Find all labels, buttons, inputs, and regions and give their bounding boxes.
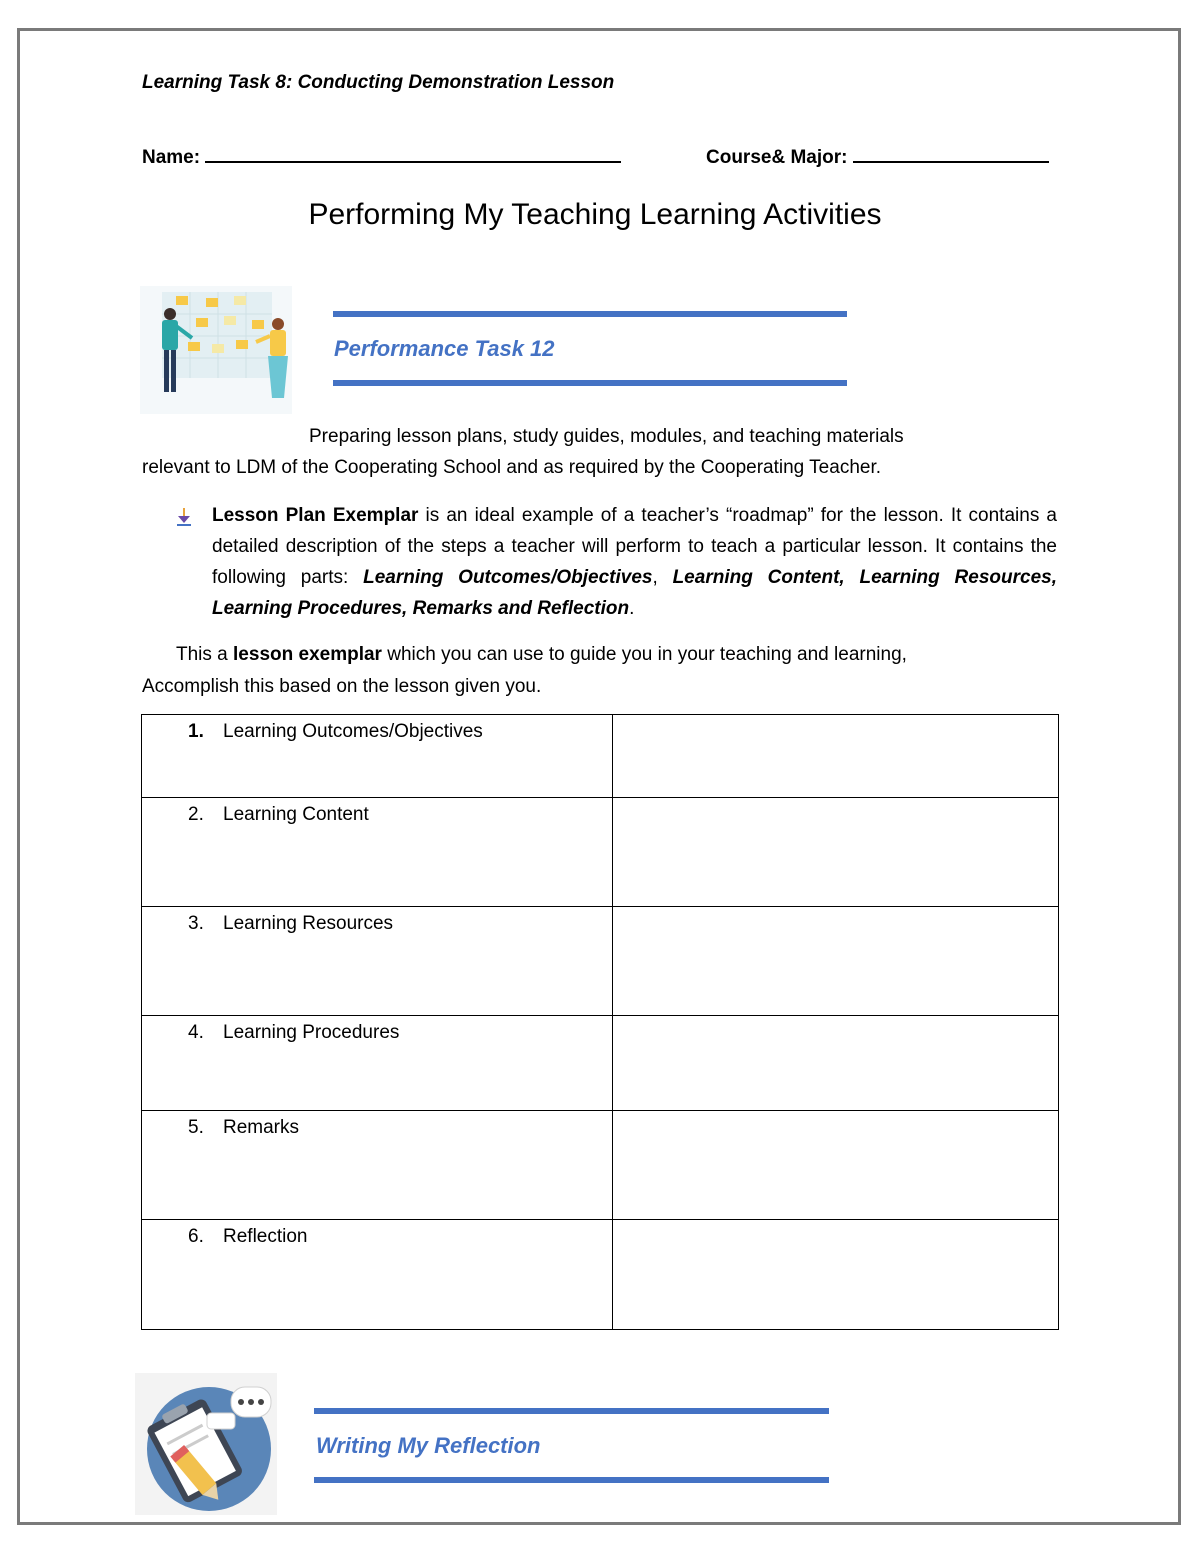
name-label: Name: bbox=[142, 147, 201, 168]
table-answer-cell[interactable] bbox=[613, 715, 1059, 798]
table-label-cell bbox=[142, 798, 613, 907]
task-title: Learning Task 8: Conducting Demonstration Lesson bbox=[142, 72, 615, 93]
row-label: Reflection bbox=[223, 1226, 308, 1247]
lesson-plan-exemplar-description bbox=[212, 500, 1057, 624]
table-row bbox=[142, 1016, 1059, 1111]
reflection-title: Writing My Reflection bbox=[316, 1433, 541, 1458]
reflection-top-bar bbox=[314, 1408, 829, 1414]
name-blank-line[interactable] bbox=[205, 145, 621, 163]
row-number: 5. bbox=[188, 1117, 204, 1138]
performance-task-title: Performance Task 12 bbox=[334, 336, 555, 361]
table-row bbox=[142, 907, 1059, 1016]
performance-task-bottom-bar bbox=[333, 380, 847, 386]
reflection-bottom-bar bbox=[314, 1477, 829, 1483]
exemplar-note-prefix: This a bbox=[176, 644, 234, 665]
bullet-body-text: is an ideal example of a teacher’s “roadmap” for the lesson. It contains a detailed description of the steps a teacher will perform to teach a particular lesson. It contains the following parts: bbox=[212, 505, 1057, 588]
table-answer-cell[interactable] bbox=[613, 1220, 1059, 1330]
exemplar-note-line-1 bbox=[176, 639, 907, 670]
bullet-part-1: Learning Outcomes/Objectives bbox=[363, 567, 653, 588]
clipboard-pencil-icon bbox=[135, 1373, 277, 1515]
exemplar-note-line-2: Accomplish this based on the lesson given you. bbox=[142, 676, 542, 697]
lesson-plan-exemplar-term: Lesson Plan Exemplar bbox=[212, 505, 419, 526]
table-row bbox=[142, 1111, 1059, 1220]
bullet-end: . bbox=[629, 598, 635, 619]
table-row bbox=[142, 798, 1059, 907]
bullet-part-2: Learning Content, Learning Resources, Learning Procedures, Remarks and Reflection bbox=[212, 567, 1057, 619]
table-answer-cell[interactable] bbox=[613, 1111, 1059, 1220]
row-number: 3. bbox=[188, 913, 204, 934]
intro-line-2: relevant to LDM of the Cooperating School and as required by the Cooperating Teacher. bbox=[142, 457, 882, 478]
course-major-field[interactable] bbox=[706, 145, 1049, 169]
row-label: Learning Outcomes/Objectives bbox=[223, 721, 483, 742]
row-number: 2. bbox=[188, 804, 204, 825]
table-label-cell bbox=[142, 715, 613, 798]
planning-board-illustration-icon bbox=[140, 286, 292, 414]
bullet-separator: , bbox=[652, 567, 673, 588]
row-label: Learning Content bbox=[223, 804, 369, 825]
table-label-cell bbox=[142, 907, 613, 1016]
course-major-blank-line[interactable] bbox=[853, 145, 1049, 163]
table-answer-cell[interactable] bbox=[613, 1016, 1059, 1111]
exemplar-note-suffix: which you can use to guide you in your teaching and learning, bbox=[381, 644, 907, 665]
table-answer-cell[interactable] bbox=[613, 907, 1059, 1016]
arrow-bullet-icon bbox=[176, 506, 192, 526]
row-number: 6. bbox=[188, 1226, 204, 1247]
name-field[interactable] bbox=[142, 145, 621, 169]
table-row bbox=[142, 715, 1059, 798]
row-label: Learning Procedures bbox=[223, 1022, 400, 1043]
course-major-label: Course& Major: bbox=[706, 147, 848, 168]
row-number: 1. bbox=[188, 721, 204, 742]
lesson-exemplar-table bbox=[141, 714, 1059, 1330]
row-label: Remarks bbox=[223, 1117, 300, 1138]
lesson-exemplar-term: lesson exemplar bbox=[233, 644, 382, 665]
table-row bbox=[142, 1220, 1059, 1330]
table-label-cell bbox=[142, 1220, 613, 1330]
intro-line-1: Preparing lesson plans, study guides, modules, and teaching materials bbox=[309, 426, 904, 447]
performance-task-top-bar bbox=[333, 311, 847, 317]
table-label-cell bbox=[142, 1111, 613, 1220]
page-title: Performing My Teaching Learning Activities bbox=[308, 198, 882, 231]
row-label: Learning Resources bbox=[223, 913, 394, 934]
table-label-cell bbox=[142, 1016, 613, 1111]
table-answer-cell[interactable] bbox=[613, 798, 1059, 907]
row-number: 4. bbox=[188, 1022, 204, 1043]
